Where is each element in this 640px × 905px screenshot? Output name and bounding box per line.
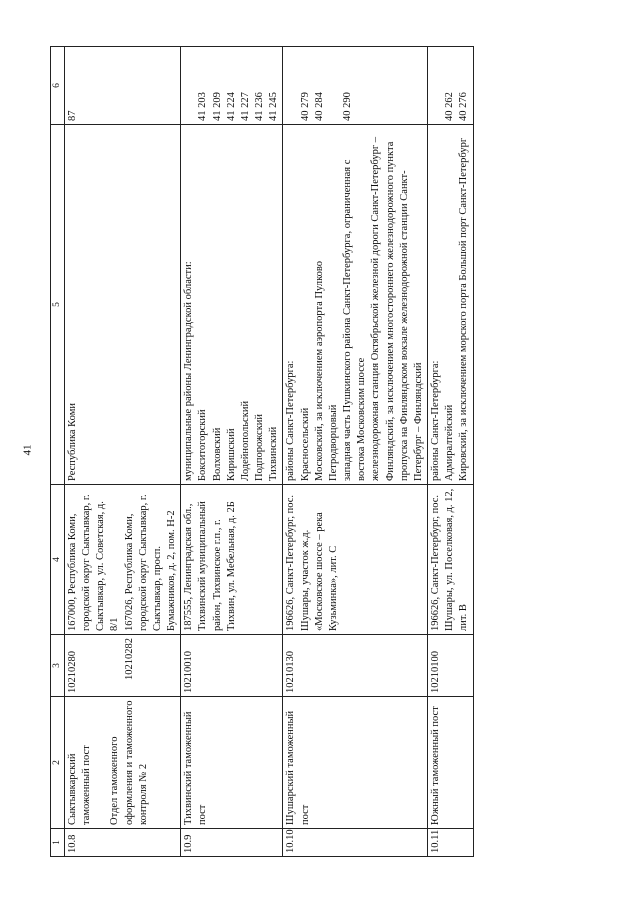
post-address: 196626, Санкт-Петербург, пос. Шушары, ул. Поселковая, д. 12, лит. В [430, 488, 470, 631]
territory-line: Кировский, за исключением морского порта Большой порт Санкт-Петербург [458, 137, 470, 481]
territory-line: железнодорожная станция Октябрьской железной дороги Санкт-Петербург – Финляндский, за исключением многостороннего железнодорожного пункта пропуска на Финляндском вокзале железнодорожной станции Санкт-Петербург – Финляндский [370, 136, 424, 481]
okato-code [429, 50, 443, 121]
post-code: 10210130 [285, 651, 297, 693]
okato-code: 41 227 [239, 92, 251, 121]
post-code: 10210100 [430, 651, 442, 693]
header-col-6: 6 [51, 47, 65, 125]
post-name-cell [181, 697, 283, 829]
territory-line: Лодейнопольский [239, 400, 251, 481]
sub-post-code: 10210282 [123, 638, 135, 680]
header-col-2: 2 [51, 697, 65, 829]
territory-cell [181, 125, 283, 485]
okato-cell [283, 47, 428, 125]
row-number: 10.11 [428, 829, 474, 857]
row-number: 10.8 [64, 829, 180, 857]
post-name: Сыктывкарский таможенный пост [66, 745, 92, 825]
okato-cell [64, 47, 180, 125]
territory-line: западная часть Пушкинского района Санкт-Петербурга, ограниченная с востока Московским шоссе [342, 159, 368, 481]
post-code: 10210280 [66, 651, 78, 693]
post-address: 187555, Ленинградская обл., Тихвинский муниципальный район, Тихвинское г.п., г. Тихвин, ул. Мебельная, д. 2Б [183, 501, 237, 631]
header-col-4: 4 [51, 485, 65, 635]
post-name-cell [283, 697, 428, 829]
post-code-cell [181, 635, 283, 697]
header-col-1: 1 [51, 829, 65, 857]
post-name: Тихвинский таможенный пост [183, 711, 209, 825]
okato-cell [428, 47, 474, 125]
table-row [283, 47, 428, 857]
address-cell [283, 485, 428, 635]
page-number: 41 [21, 444, 34, 456]
table-row [181, 47, 283, 857]
row-number: 10.10 [283, 829, 428, 857]
territory-line: Адмиралтейский [444, 404, 456, 481]
post-code-cell [283, 635, 428, 697]
okato-cell [181, 47, 283, 125]
okato-code [182, 50, 196, 121]
address-cell [181, 485, 283, 635]
table-row [428, 47, 474, 857]
post-name: Южный таможенный пост [430, 706, 442, 825]
okato-code [327, 50, 341, 121]
post-name-cell [64, 697, 180, 829]
territory-line: Петродворцовый [327, 404, 339, 481]
post-address: 196626, Санкт-Петербург, пос. Шушары, участок ж.д. «Московское шоссе – река Кузьминка», лит. С [285, 494, 339, 631]
rotated-table-container [50, 47, 595, 857]
header-col-3: 3 [51, 635, 65, 697]
territory-line: Киришский [225, 428, 237, 481]
territory-line: Московский, за исключением аэропорта Пулково [313, 260, 325, 481]
okato-code: 87 [66, 110, 78, 121]
territory-line: районы Санкт-Петербурга: [285, 360, 297, 481]
okato-code: 40 284 [313, 92, 325, 121]
post-code-cell [428, 635, 474, 697]
post-code: 10210010 [183, 651, 195, 693]
okato-code: 40 276 [458, 92, 470, 121]
row-number: 10.9 [181, 829, 283, 857]
territory-line: Бокситогорский [197, 409, 209, 481]
post-address: 167000, Республика Коми, городской округ Сыктывкар, г. Сыктывкар, ул. Советская, д. 8/1 [66, 494, 121, 631]
post-code-cell [64, 635, 180, 697]
okato-code: 41 245 [268, 92, 280, 121]
territory-cell [428, 125, 474, 485]
territory-line: районы Санкт-Петербурга: [430, 360, 442, 481]
okato-code: 41 203 [197, 92, 209, 121]
header-col-5: 5 [51, 125, 65, 485]
table-row [64, 47, 180, 857]
sub-post-address: 167026, Республика Коми, городской округ Сыктывкар, г. Сыктывкар, просп. Бумажников, д. 2, пом. Н-2 [123, 494, 178, 631]
territory-line: Красносельский [299, 407, 311, 481]
okato-code: 40 262 [444, 92, 456, 121]
okato-code: 40 290 [342, 92, 354, 121]
territory-line: Республика Коми [66, 403, 78, 481]
okato-code [284, 50, 298, 121]
post-name: Шушарский таможенный пост [285, 710, 311, 825]
header-row [51, 47, 65, 857]
territory-line: Волховский [211, 427, 223, 481]
okato-code: 41 224 [225, 92, 237, 121]
okato-code: 41 209 [211, 92, 223, 121]
territory-line: Тихвинский [268, 426, 280, 481]
territory-cell [283, 125, 428, 485]
okato-code: 41 236 [254, 92, 266, 121]
sub-post-name: Отдел таможенного оформления и таможенного контроля № 2 [109, 700, 149, 825]
customs-posts-table [50, 46, 474, 857]
post-name-cell [428, 697, 474, 829]
address-cell [428, 485, 474, 635]
territory-cell [64, 125, 180, 485]
territory-line: муниципальные районы Ленинградской области: [183, 261, 195, 481]
okato-code: 40 279 [299, 92, 311, 121]
address-cell [64, 485, 180, 635]
territory-line: Подпорожский [254, 413, 266, 481]
